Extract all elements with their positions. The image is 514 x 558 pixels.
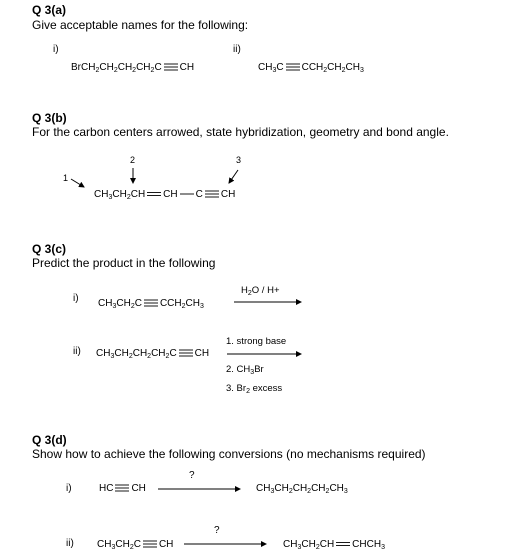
q3d-item1-product: $CH_3CH_2CH_2CH_2CH_3$	[256, 483, 348, 495]
q3a-heading: Q 3(a)	[32, 3, 67, 17]
arrow-label-2: 2	[130, 155, 136, 165]
q3c-item2-formula: $CH_3CH_2CH_2CH_2C$ CH	[96, 348, 210, 360]
q3b-heading: Q 3(b)	[32, 111, 67, 125]
q3d-item2-arrow-label: ?	[214, 525, 220, 536]
q3d-item1-label: i)	[66, 483, 72, 494]
q3c-prompt: Predict the product in the following	[32, 256, 216, 270]
q3d-item2-label: ii)	[66, 538, 74, 549]
q3a-item2-formula: $CH_3C$ $CCH_2CH_2CH_3$	[258, 62, 364, 74]
q3d-item1-arrow-label: ?	[189, 470, 195, 481]
q3a-item1-formula: $BrCH_2CH_2CH_2CH_2C$ CH	[71, 62, 195, 74]
q3c-item2-label: ii)	[73, 346, 81, 357]
q3d-item1-start: HC CH	[99, 483, 146, 494]
q3d-item2-product: $CH_3CH_2CH$ $CHCH_3$	[283, 539, 385, 551]
q3c-item2-reagent-1: 1. strong base	[226, 336, 287, 347]
q3c-heading: Q 3(c)	[32, 242, 67, 256]
q3d-item2-start: $CH_3CH_2C$ CH	[97, 539, 174, 551]
q3a-item1-label: i)	[53, 44, 59, 55]
q3c-item1-formula: $CH_3CH_2C$ $CCH_2CH_3$	[98, 298, 204, 310]
q3c-item1-label: i)	[73, 293, 79, 304]
q3c-item1-reagent: $H_2O / H+$	[241, 285, 280, 297]
q3c-item2-reagent-3: 3. $Br_2$ excess	[226, 383, 283, 395]
arrow-label-1: 1	[63, 173, 69, 183]
q3b-prompt: For the carbon centers arrowed, state hybridization, geometry and bond angle.	[32, 125, 449, 139]
q3d-heading: Q 3(d)	[32, 433, 67, 447]
q3d-prompt: Show how to achieve the following conversions (no mechanisms required)	[32, 447, 426, 461]
q3a-item2-label: ii)	[233, 44, 241, 55]
q3c-item2-reagent-2: 2. $CH_3Br$	[226, 364, 264, 376]
q3a-prompt: Give acceptable names for the following:	[32, 18, 249, 32]
arrow-label-3: 3	[236, 155, 242, 165]
q3b-structure: $CH_3CH_2CH$ CH C CH	[94, 189, 236, 201]
